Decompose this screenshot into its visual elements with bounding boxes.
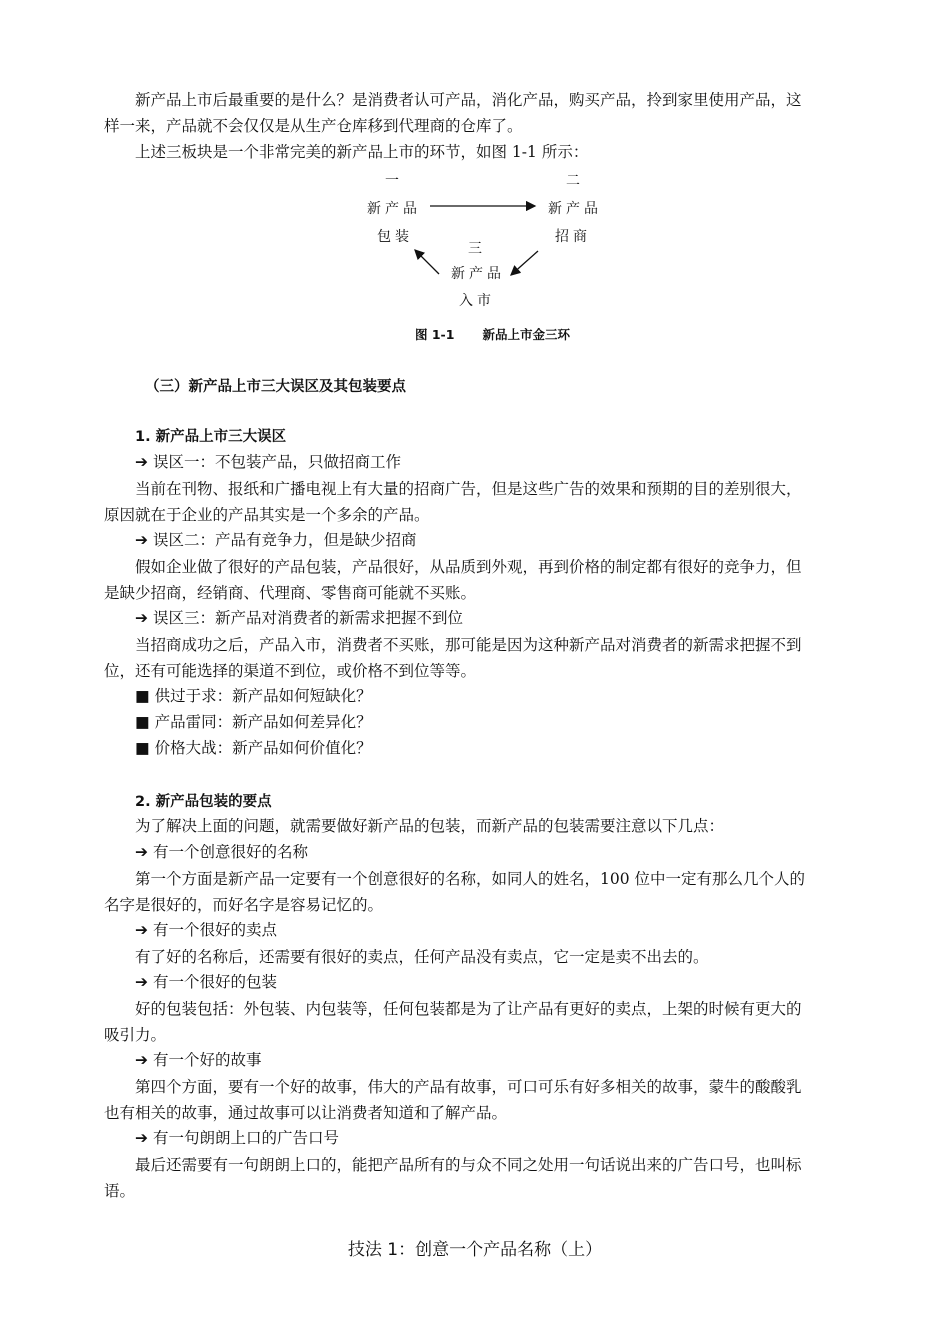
node-one-line2: 包装 [377, 229, 413, 245]
point-heading [135, 919, 277, 941]
paragraph-line: 位，还有可能选择的渠道不到位，或价格不到位等等。 [104, 662, 477, 680]
node-two-number: 二 [566, 173, 584, 189]
node-one-number: 一 [385, 173, 403, 189]
section-title: （三）新产品上市三大误区及其包装要点 [145, 379, 406, 395]
misconception-heading-text: 误区一：不包装产品，只做招商工作 [153, 453, 402, 471]
point-heading [135, 971, 277, 993]
arrow-two-to-three [511, 251, 538, 275]
paragraph-line: 原因就在于企业的产品其实是一个多余的产品。 [104, 506, 430, 524]
arrow-right-bold-icon: ➔ [135, 531, 148, 549]
paragraph-line: 有了好的名称后，还需要有很好的卖点，任何产品没有卖点，它一定是卖不出去的。 [135, 948, 709, 966]
arrow-right-bold-icon: ➔ [135, 843, 148, 861]
black-square-icon: ■ [135, 739, 150, 757]
node-two-line2: 招商 [555, 229, 591, 245]
bullet-text: 价格大战：新产品如何价值化？ [154, 739, 372, 757]
paragraph-line: 最后还需要有一句朗朗上口的，能把产品所有的与众不同之处用一句话说出来的广告口号，也叫标 [135, 1156, 802, 1174]
point-heading [135, 1127, 339, 1149]
point-heading [135, 841, 308, 863]
paragraph-line: 为了解决上面的问题，就需要做好新产品的包装，而新产品的包装需要注意以下几点： [135, 817, 725, 835]
subsection-title: 1. 新产品上市三大误区 [135, 429, 287, 445]
subsection-title: 2. 新产品包装的要点 [135, 794, 272, 810]
bullet-text: 产品雷同：新产品如何差异化？ [154, 713, 372, 731]
paragraph-line: 是缺少招商，经销商、代理商、零售商可能就不买账。 [104, 584, 477, 602]
figure-caption-title: 新品上市金三环 [482, 327, 570, 342]
node-three-line2: 入市 [459, 293, 495, 309]
paragraph-line: 上述三板块是一个非常完美的新产品上市的环节，如图 1-1 所示： [135, 143, 589, 161]
bullet-text: 供过于求：新产品如何短缺化？ [154, 687, 372, 705]
technique-heading: 技法 1：创意一个产品名称（上） [347, 1240, 603, 1260]
paragraph-line: 假如企业做了很好的产品包装，产品很好，从品质到外观，再到价格的制定都有很好的竞争力，但 [135, 558, 802, 576]
paragraph-line: 也有相关的故事，通过故事可以让消费者知道和了解产品。 [104, 1104, 508, 1122]
node-three-line1: 新产品 [451, 266, 505, 282]
paragraph-line: 当前在刊物、报纸和广播电视上有大量的招商广告，但是这些广告的效果和预期的目的差别很大， [135, 480, 802, 498]
arrow-right-bold-icon: ➔ [135, 973, 148, 991]
arrow-right-bold-icon: ➔ [135, 1051, 148, 1069]
paragraph-line: 第四个方面，要有一个好的故事，伟大的产品有故事，可口可乐有好多相关的故事，蒙牛的酸酸乳 [135, 1078, 802, 1096]
arrow-right-bold-icon: ➔ [135, 1129, 148, 1147]
bullet-item [135, 737, 372, 759]
point-heading-text: 有一个很好的卖点 [153, 921, 278, 939]
misconception-heading [135, 607, 463, 629]
bullet-item [135, 685, 372, 707]
paragraph-line: 语。 [104, 1182, 136, 1200]
black-square-icon: ■ [135, 713, 150, 731]
misconception-heading-text: 误区二：产品有竞争力，但是缺少招商 [153, 531, 417, 549]
point-heading-text: 有一个很好的包装 [153, 973, 278, 991]
point-heading-text: 有一句朗朗上口的广告口号 [153, 1129, 340, 1147]
paragraph-line: 新产品上市后最重要的是什么？是消费者认可产品，消化产品，购买产品，拎到家里使用产品，这 [135, 91, 802, 109]
misconception-heading [135, 451, 401, 473]
bullet-item [135, 711, 372, 733]
misconception-heading-text: 误区三：新产品对消费者的新需求把握不到位 [153, 609, 464, 627]
node-one-line1: 新产品 [367, 201, 421, 217]
arrow-right-bold-icon: ➔ [135, 453, 148, 471]
paragraph-line: 当招商成功之后，产品入市，消费者不买账，那可能是因为这种新产品对消费者的新需求把握不到 [135, 636, 802, 654]
figure-caption-number: 图 1-1 [415, 327, 455, 342]
paragraph-line: 好的包装包括：外包装、内包装等，任何包装都是为了让产品有更好的卖点，上架的时候有更大的 [135, 1000, 802, 1018]
figure-caption [415, 325, 570, 343]
black-square-icon: ■ [135, 687, 150, 705]
node-three-number: 三 [468, 241, 486, 257]
point-heading-text: 有一个创意很好的名称 [153, 843, 309, 861]
arrow-right-bold-icon: ➔ [135, 609, 148, 627]
paragraph-line: 样一来，产品就不会仅仅是从生产仓库移到代理商的仓库了。 [104, 117, 523, 135]
paragraph-line: 第一个方面是新产品一定要有一个创意很好的名称，如同人的姓名，100 位中一定有那么几个人的 [135, 870, 806, 888]
point-heading [135, 1049, 262, 1071]
paragraph-line: 吸引力。 [104, 1026, 167, 1044]
arrow-right-bold-icon: ➔ [135, 921, 148, 939]
paragraph-line: 名字是很好的，而好名字是容易记忆的。 [104, 896, 384, 914]
node-two-line1: 新产品 [548, 201, 602, 217]
arrow-three-to-one [415, 250, 439, 274]
figure-gold-triangle [355, 168, 605, 316]
misconception-heading [135, 529, 417, 551]
point-heading-text: 有一个好的故事 [153, 1051, 262, 1069]
